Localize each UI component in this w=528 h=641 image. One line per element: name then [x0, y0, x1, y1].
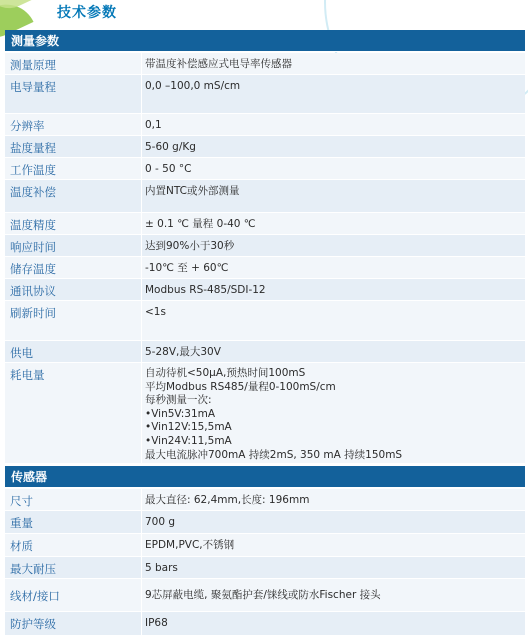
section-title: 传感器	[11, 470, 48, 484]
cell-divider	[141, 158, 142, 179]
spec-row	[5, 180, 525, 213]
spec-row	[5, 534, 525, 557]
cell-divider	[141, 557, 142, 578]
spec-label: 温度补偿	[10, 185, 56, 199]
spec-row	[5, 75, 525, 114]
spec-value: ± 0.1 ℃ 量程 0-40 ℃	[145, 218, 256, 230]
spec-label: 分辨率	[10, 119, 45, 133]
spec-row	[5, 213, 525, 235]
spec-value-line: •Vin24V:11,5mA	[145, 434, 232, 447]
spec-value: 9芯屏蔽电缆, 聚氨酯护套/铼线或防水Fischer 接头	[145, 589, 381, 601]
spec-value: 达到90%小于30秒	[145, 240, 235, 252]
spec-row	[5, 557, 525, 579]
cell-divider	[141, 534, 142, 556]
spec-label: 线材/接口	[10, 589, 60, 603]
spec-label: 储存温度	[10, 262, 56, 276]
section-title: 测量参数	[11, 34, 60, 48]
cell-divider	[141, 301, 142, 340]
spec-value: 700 g	[145, 516, 176, 528]
cell-divider	[141, 612, 142, 635]
spec-row	[5, 612, 525, 636]
spec-value-line: 平均Modbus RS485/量程0-100mS/cm	[145, 380, 336, 393]
spec-label: 最大耐压	[10, 562, 56, 576]
spec-value: Modbus RS-485/SDI-12	[145, 284, 266, 296]
spec-row	[5, 579, 525, 612]
cell-divider	[141, 257, 142, 278]
cell-divider	[141, 213, 142, 234]
spec-value: -10℃ 至 + 60℃	[145, 262, 229, 274]
cell-divider	[141, 180, 142, 212]
page-title: 技术参数	[57, 5, 117, 21]
spec-label: 盐度量程	[10, 141, 56, 155]
cell-divider	[141, 489, 142, 510]
spec-label: 防护等级	[10, 617, 56, 631]
cell-divider	[141, 75, 142, 113]
cell-divider	[141, 53, 142, 74]
spec-label: 工作温度	[10, 163, 56, 177]
spec-row	[5, 235, 525, 257]
spec-label: 耗电量	[10, 368, 45, 382]
spec-row	[5, 511, 525, 534]
spec-row	[5, 136, 525, 158]
spec-label: 供电	[10, 346, 33, 360]
spec-label: 尺寸	[10, 494, 33, 508]
spec-row	[5, 114, 525, 136]
cell-divider	[141, 511, 142, 533]
spec-row	[5, 363, 525, 464]
spec-value: IP68	[145, 617, 168, 629]
cell-divider	[141, 579, 142, 611]
cell-divider	[141, 136, 142, 157]
spec-value: 0,1	[145, 119, 162, 131]
spec-value: 5 bars	[145, 562, 178, 574]
spec-row	[5, 301, 525, 341]
spec-value: 内置NTC或外部测量	[145, 185, 240, 197]
cell-divider	[141, 235, 142, 256]
spec-row	[5, 341, 525, 363]
spec-value-line: 每秒测量一次:	[145, 394, 212, 407]
spec-label: 材质	[10, 539, 33, 553]
spec-label: 重量	[10, 516, 33, 530]
spec-value: 0 - 50 °C	[145, 163, 192, 175]
cell-divider	[141, 363, 142, 463]
cell-divider	[141, 114, 142, 135]
spec-value-line: •Vin12V:15,5mA	[145, 421, 232, 434]
spec-row	[5, 158, 525, 180]
spec-label: 通讯协议	[10, 284, 56, 298]
spec-value-multiline	[145, 363, 521, 462]
spec-row	[5, 257, 525, 279]
cell-divider	[141, 341, 142, 362]
spec-row	[5, 53, 525, 75]
spec-label: 测量原理	[10, 58, 56, 72]
spec-value: 0,0 –100,0 mS/cm	[145, 80, 241, 92]
spec-value: 带温度补偿感应式电导率传感器	[145, 58, 292, 70]
section-header-measurement	[5, 30, 525, 52]
spec-value: 5-60 g/Kg	[145, 141, 196, 153]
spec-label: 刷新时间	[10, 306, 56, 320]
spec-value: 最大直径: 62,4mm,长度: 196mm	[145, 494, 310, 506]
spec-value-line: •Vin5V:31mA	[145, 407, 216, 420]
spec-value: 5-28V,最大30V	[145, 346, 221, 358]
section-header-sensor	[5, 466, 525, 488]
spec-label: 响应时间	[10, 240, 56, 254]
spec-row	[5, 279, 525, 301]
spec-value-line: 自动待机<50µA,预热时间100mS	[145, 367, 306, 379]
spec-label: 温度精度	[10, 218, 56, 232]
spec-label: 电导量程	[10, 80, 56, 94]
spec-row	[5, 489, 525, 511]
cell-divider	[141, 279, 142, 300]
spec-value: <1s	[145, 306, 166, 318]
spec-value-line: 最大电流脉冲700mA 持续2mS, 350 mA 持续150mS	[145, 448, 403, 461]
spec-value: EPDM,PVC,不锈钢	[145, 539, 235, 551]
